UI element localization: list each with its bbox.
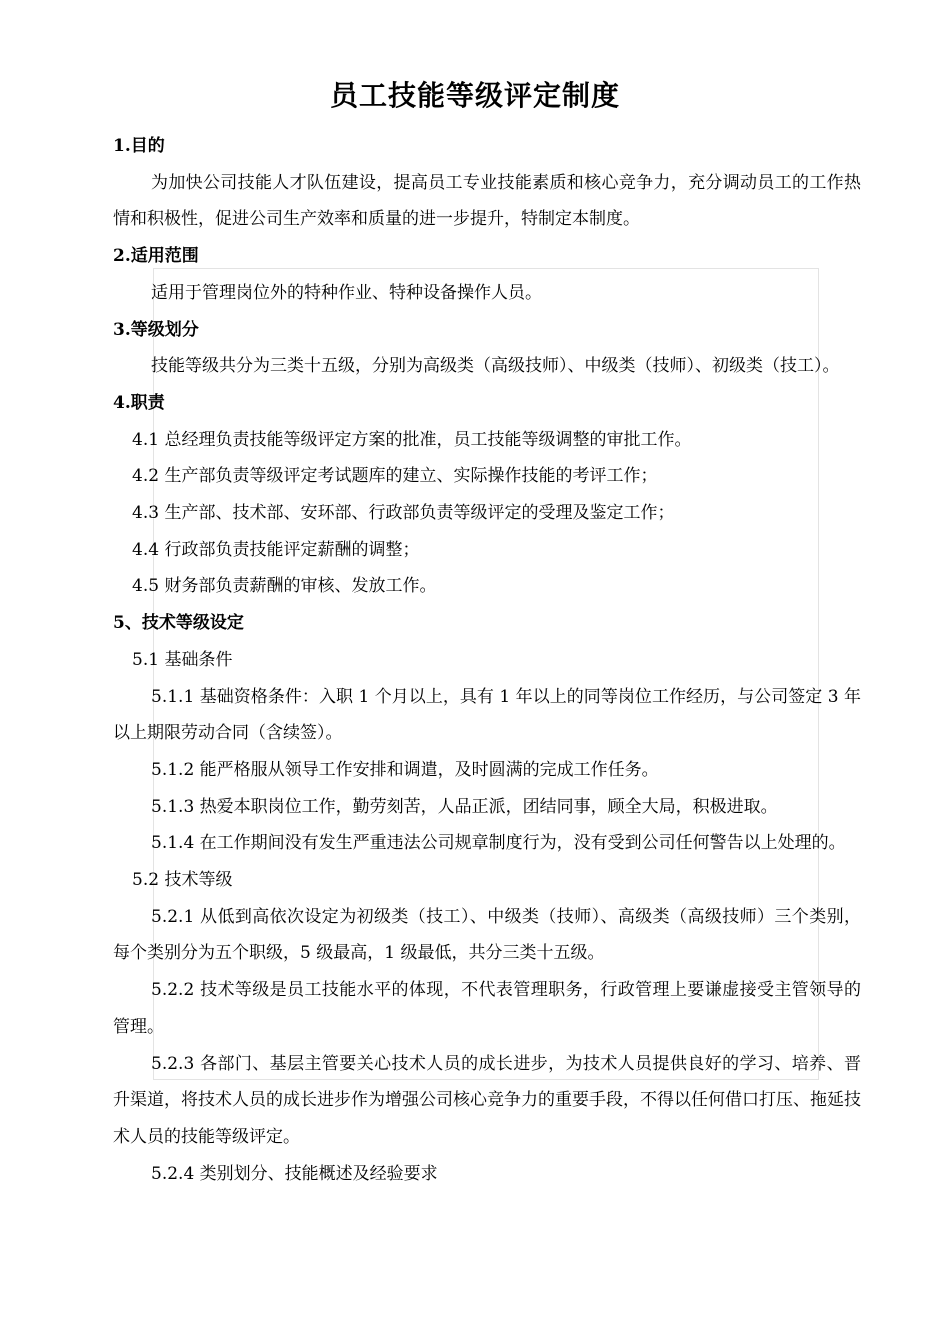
subheading-5-1: 5.1 基础条件 [132, 649, 233, 670]
paragraph-5-2-4: 5.2.4 类别划分、技能概述及经验要求 [151, 1163, 438, 1184]
paragraph-5-1-2: 5.1.2 能严格服从领导工作安排和调遣，及时圆满的完成工作任务。 [151, 759, 659, 780]
paragraph-duty-4-1: 4.1 总经理负责技能等级评定方案的批准，员工技能等级调整的审批工作。 [132, 429, 692, 450]
paragraph-5-2-3: 5.2.3 各部门、基层主管要关心技术人员的成长进步，为技术人员提供良好的学习、培养、晋升渠道，将技术人员的成长进步作为增强公司核心竞争力的重要手段，不得以任何借口打压、拖延技术人员的技能等级评定。 [113, 1053, 861, 1147]
paragraph-5-1-4: 5.1.4 在工作期间没有发生严重违法公司规章制度行为，没有受到公司任何警告以上处理的。 [151, 833, 846, 854]
paragraph-duty-4-3: 4.3 生产部、技术部、安环部、行政部负责等级评定的受理及鉴定工作； [132, 503, 675, 524]
paragraph-duty-4-2: 4.2 生产部负责等级评定考试题库的建立、实际操作技能的考评工作； [132, 466, 658, 487]
paragraph-5-2-2: 5.2.2 技术等级是员工技能水平的体现，不代表管理职务，行政管理上要谦虚接受主管领导的管理。 [113, 980, 861, 1037]
paragraph-5-1-3: 5.1.3 热爱本职岗位工作，勤劳刻苦，人品正派，团结同事，顾全大局，积极进取。 [151, 796, 778, 817]
paragraph-grades: 技能等级共分为三类十五级，分别为高级类（高级技师）、中级类（技师）、初级类（技工）。 [151, 356, 840, 377]
section-heading-grades: 3.等级划分 [113, 319, 199, 340]
paragraph-scope: 适用于管理岗位外的特种作业、特种设备操作人员。 [151, 282, 542, 303]
section-heading-scope: 2.适用范围 [113, 246, 199, 267]
document-body [113, 128, 861, 1192]
subheading-5-2: 5.2 技术等级 [132, 870, 233, 891]
section-heading-tech-level: 5、技术等级设定 [113, 613, 244, 634]
section-heading-purpose: 1.目的 [113, 136, 165, 156]
paragraph-duty-4-5: 4.5 财务部负责薪酬的审核、发放工作。 [132, 576, 437, 597]
document-title: 员工技能等级评定制度 [329, 79, 620, 112]
paragraph-purpose: 为加快公司技能人才队伍建设，提高员工专业技能素质和核心竞争力，充分调动员工的工作热情和积极性，促进公司生产效率和质量的进一步提升，特制定本制度。 [113, 172, 861, 230]
paragraph-duty-4-4: 4.4 行政部负责技能评定薪酬的调整； [132, 539, 420, 560]
paragraph-5-2-1: 5.2.1 从低到高依次设定为初级类（技工）、中级类（技师）、高级类（高级技师）三个类别，每个类别分为五个职级，5 级最高，1 级最低，共分三类十五级。 [113, 906, 861, 964]
paragraph-5-1-1: 5.1.1 基础资格条件：入职 1 个月以上，具有 1 年以上的同等岗位工作经历，与公司签定 3 年以上期限劳动合同（含续签）。 [113, 686, 861, 744]
section-heading-duties: 4.职责 [113, 392, 165, 413]
